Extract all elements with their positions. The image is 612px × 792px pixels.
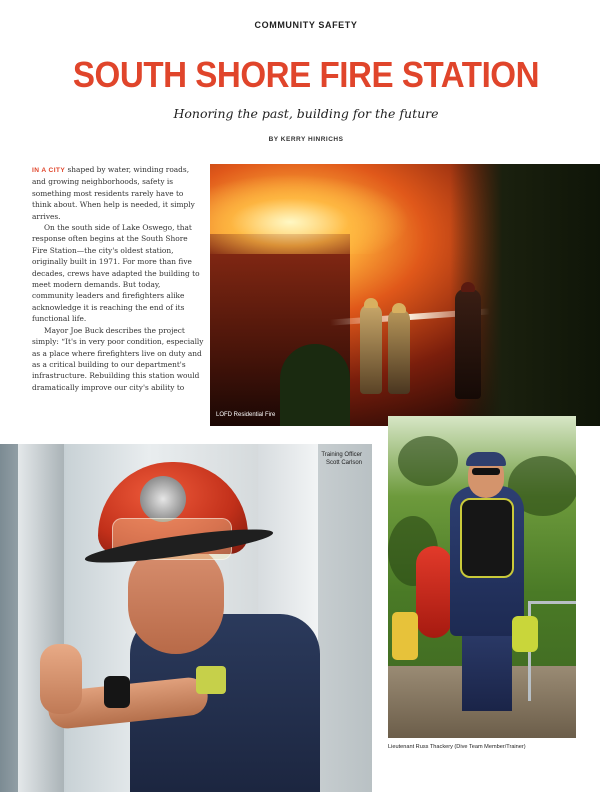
sunglasses-icon xyxy=(472,468,500,475)
officer-caption-name: Scott Carlson xyxy=(325,459,362,466)
door-frame xyxy=(18,444,64,792)
life-vest xyxy=(460,498,514,578)
headline: SOUTH SHORE FIRE STATION xyxy=(72,54,540,95)
firefighter xyxy=(360,304,382,394)
officer-caption xyxy=(300,452,362,467)
section-label: COMMUNITY SAFETY xyxy=(254,20,358,30)
lieutenant-caption: Lieutenant Russ Thackery (Dive Team Member/Trainer) xyxy=(388,744,526,750)
watch-icon xyxy=(104,676,130,708)
lieutenant-photo xyxy=(388,416,576,738)
bush xyxy=(280,344,350,426)
face xyxy=(128,544,224,654)
tank-icon xyxy=(392,612,418,660)
gear-bag xyxy=(512,616,538,652)
fire-photo-caption: LOFD Residential Fire xyxy=(216,412,276,418)
helmet-badge-icon xyxy=(140,476,186,522)
firefighter xyxy=(388,309,410,394)
article-paragraph-1 xyxy=(32,164,204,222)
byline: BY KERRY HINRICHS xyxy=(268,136,344,143)
paragraph-1-text: shaped by water, winding roads, and growing neighborhoods, safety is something most residents rarely have to think about. When help is needed, it simply arrives. xyxy=(32,165,195,221)
radio-icon xyxy=(196,666,226,694)
foliage xyxy=(398,436,458,486)
subtitle: Honoring the past, building for the future xyxy=(173,106,439,121)
bodyboard xyxy=(416,546,452,638)
fire-photo xyxy=(210,164,600,426)
lead-in: IN A CITY xyxy=(32,167,66,174)
article-body xyxy=(32,164,204,393)
legs xyxy=(462,631,512,711)
article-paragraph-3: Mayor Joe Buck describes the project simply: “It's in very poor condition, especially as a place where firefighters live on duty and as a critical building to our department's infrastructure. Rebuilding this station would dramatically improve our city's ability to xyxy=(32,325,204,392)
fire-glow xyxy=(210,174,410,254)
helmet-icon xyxy=(461,282,475,292)
officer-caption-title: Training Officer xyxy=(321,452,362,458)
helmet-icon xyxy=(392,303,406,313)
thumbs-up-hand xyxy=(40,644,82,714)
cap xyxy=(466,452,506,466)
helmet-icon xyxy=(364,298,378,308)
training-officer-photo xyxy=(0,444,372,792)
article-paragraph-2: On the south side of Lake Oswego, that response often begins at the South Shore Fire Station—the city's oldest station, originally built in 1971. For more than five decades, crews have adapted the building to meet modern demands. But today, community leaders and firefighters alike acknowledge it is reaching the end of its functional life. xyxy=(32,223,200,324)
firefighter xyxy=(455,289,481,399)
